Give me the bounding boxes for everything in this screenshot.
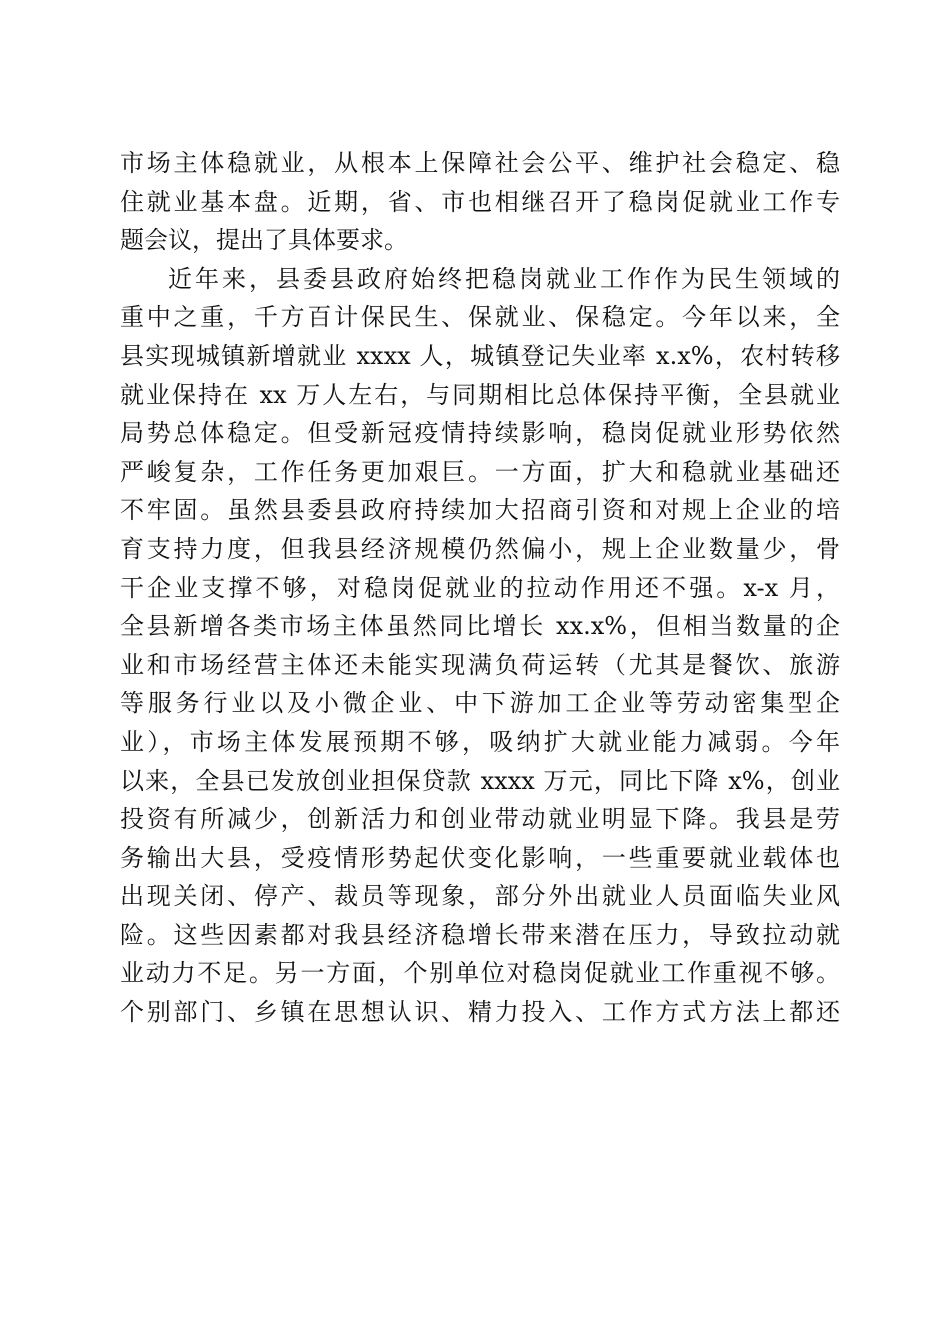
text-line: 出现关闭、停产、裁员等现象，部分外出就业人员面临失业风: [120, 882, 840, 911]
text-line: 育支持力度，但我县经济规模仍然偏小，规上企业数量少，骨: [120, 534, 840, 563]
text-line: 不牢固。虽然县委县政府持续加大招商引资和对规上企业的培: [120, 496, 840, 525]
text-line: 县实现城镇新增就业 xxxx 人，城镇登记失业率 x.x%，农村转移: [120, 341, 840, 370]
text-line: 务输出大县，受疫情形势起伏变化影响，一些重要就业载体也: [120, 843, 840, 872]
text-line: 投资有所减少，创新活力和创业带动就业明显下降。我县是劳: [120, 805, 840, 834]
text-line: 严峻复杂，工作任务更加艰巨。一方面，扩大和稳就业基础还: [120, 457, 840, 486]
text-line: 个别部门、乡镇在思想认识、精力投入、工作方式方法上都还: [120, 998, 840, 1027]
text-line: 以来，全县已发放创业担保贷款 xxxx 万元，同比下降 x%，创业: [120, 766, 840, 795]
text-line: 业和市场经营主体还未能实现满负荷运转（尤其是餐饮、旅游: [120, 650, 840, 679]
text-line: 业），市场主体发展预期不够，吸纳扩大就业能力减弱。今年: [120, 727, 840, 756]
text-line: 重中之重，千方百计保民生、保就业、保稳定。今年以来，全: [120, 303, 840, 332]
text-line: 就业保持在 xx 万人左右，与同期相比总体保持平衡，全县就业: [120, 380, 840, 409]
text-line: 干企业支撑不够，对稳岗促就业的拉动作用还不强。x-x 月，: [120, 573, 840, 602]
text-line: 局势总体稳定。但受新冠疫情持续影响，稳岗促就业形势依然: [120, 419, 840, 448]
text-line: 险。这些因素都对我县经济稳增长带来潜在压力，导致拉动就: [120, 920, 840, 949]
paragraph-start-line: 近年来，县委县政府始终把稳岗就业工作作为民生领域的: [168, 264, 840, 293]
text-line: 等服务行业以及小微企业、中下游加工企业等劳动密集型企: [120, 689, 840, 718]
text-line: 住就业基本盘。近期，省、市也相继召开了稳岗促就业工作专: [120, 187, 840, 216]
body-text: [120, 144, 840, 1032]
text-line: 全县新增各类市场主体虽然同比增长 xx.x%，但相当数量的企: [120, 612, 840, 641]
text-line: 市场主体稳就业，从根本上保障社会公平、维护社会稳定、稳: [120, 149, 840, 177]
text-line: 业动力不足。另一方面，个别单位对稳岗促就业工作重视不够。: [120, 959, 840, 988]
text-line: 题会议，提出了具体要求。: [120, 226, 408, 255]
